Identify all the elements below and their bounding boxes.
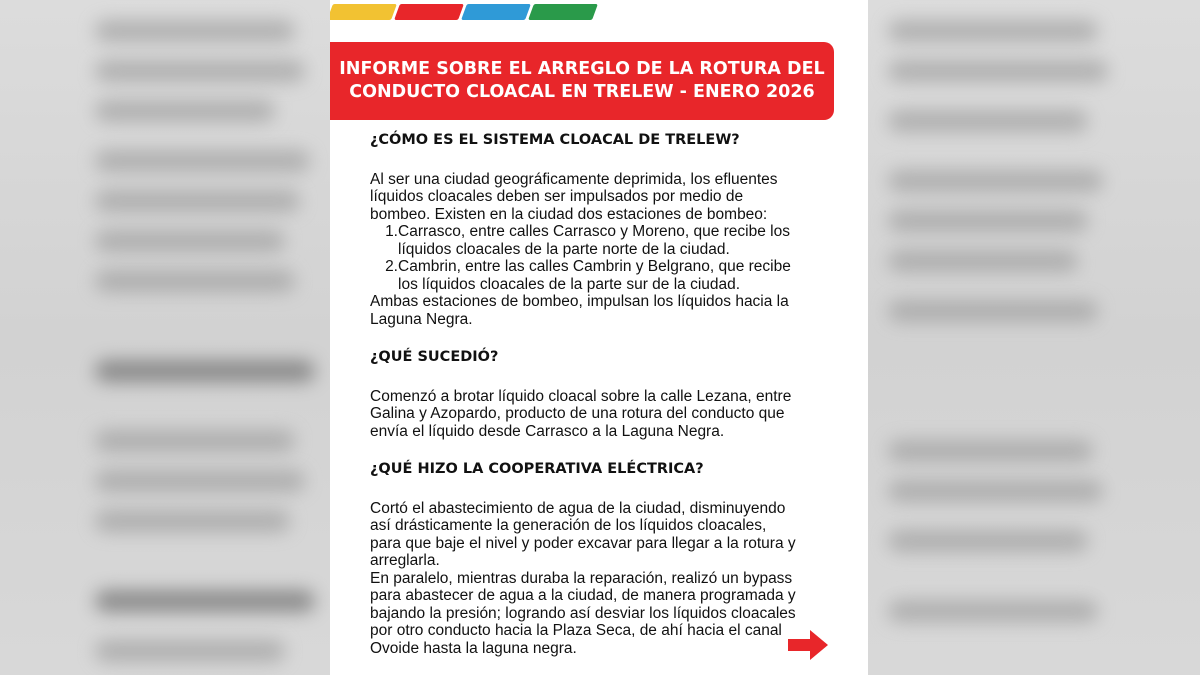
- list-item-carrasco: [370, 223, 840, 258]
- paragraph-line: arreglarla.: [370, 552, 440, 569]
- stripe-yellow: [330, 4, 397, 20]
- paragraph-line: Comenzó a brotar líquido cloacal sobre la calle Lezana, entre: [370, 387, 792, 405]
- paragraph-line: bajando la presión; logrando así desviar los líquidos cloacales: [370, 604, 796, 622]
- paragraph-line: bombeo. Existen en la ciudad dos estaciones de bombeo:: [370, 205, 768, 223]
- title-banner: [330, 42, 834, 120]
- list-item-text: los líquidos cloacales de la parte sur de la ciudad.: [398, 275, 741, 293]
- list-item-text: Cambrin, entre las calles Cambrin y Belgrano, que recibe: [398, 258, 791, 275]
- arrow-right-icon: [786, 628, 830, 662]
- paragraph-line: Laguna Negra.: [370, 310, 473, 328]
- paragraph-line: Galina y Azopardo, producto de una rotura del conducto que: [370, 405, 785, 422]
- next-page-button[interactable]: [786, 628, 830, 662]
- paragraph-line: Cortó el abastecimiento de agua de la ciudad, disminuyendo: [370, 499, 786, 517]
- paragraph-line: así drásticamente la generación de los líquidos cloacales,: [370, 517, 767, 534]
- blurred-background-left: [0, 0, 330, 675]
- paragraph-line: Ambas estaciones de bombeo, impulsan los líquidos hacia la: [370, 293, 789, 310]
- stripe-blue: [461, 4, 531, 20]
- title-line-2: CONDUCTO CLOACAL EN TRELEW - ENERO 2026: [349, 82, 815, 102]
- list-item-text: Carrasco, entre calles Carrasco y Moreno, que recibe los: [398, 223, 790, 240]
- list-number: 1.: [385, 223, 398, 240]
- list-item-cambrin: [370, 258, 840, 293]
- paragraph-line: por otro conducto hacia la Plaza Seca, de ahí hacia el canal: [370, 622, 782, 639]
- paragraph-line: Ovoide hasta la laguna negra.: [370, 639, 577, 657]
- list-item-text: líquidos cloacales de la parte norte de la ciudad.: [398, 240, 730, 258]
- info-card: [330, 0, 868, 675]
- paragraph-line: líquidos cloacales deben ser impulsados por medio de: [370, 188, 744, 205]
- section-heading-cooperative-action: ¿QUÉ HIZO LA COOPERATIVA ELÉCTRICA?: [370, 461, 704, 477]
- title-line-1: INFORME SOBRE EL ARREGLO DE LA ROTURA DEL: [339, 59, 825, 79]
- stripe-red: [394, 4, 464, 20]
- paragraph-line: En paralelo, mientras duraba la reparación, realizó un bypass: [370, 569, 793, 587]
- paragraph-line: envía el líquido desde Carrasco a la Laguna Negra.: [370, 422, 725, 440]
- section-heading-system: ¿CÓMO ES EL SISTEMA CLOACAL DE TRELEW?: [370, 132, 740, 148]
- paragraph-line: para abastecer de agua a la ciudad, de manera programada y: [370, 587, 796, 604]
- stripe-green: [528, 4, 598, 20]
- section-heading-what-happened: ¿QUÉ SUCEDIÓ?: [370, 349, 499, 365]
- paragraph-line: Al ser una ciudad geográficamente deprimida, los efluentes: [370, 170, 778, 188]
- report-content: [370, 128, 840, 657]
- color-stripes: [330, 4, 595, 20]
- paragraph-line: para que baje el nivel y poder excavar para llegar a la rotura y: [370, 534, 796, 552]
- blurred-background-right: [868, 0, 1200, 675]
- list-number: 2.: [385, 258, 398, 275]
